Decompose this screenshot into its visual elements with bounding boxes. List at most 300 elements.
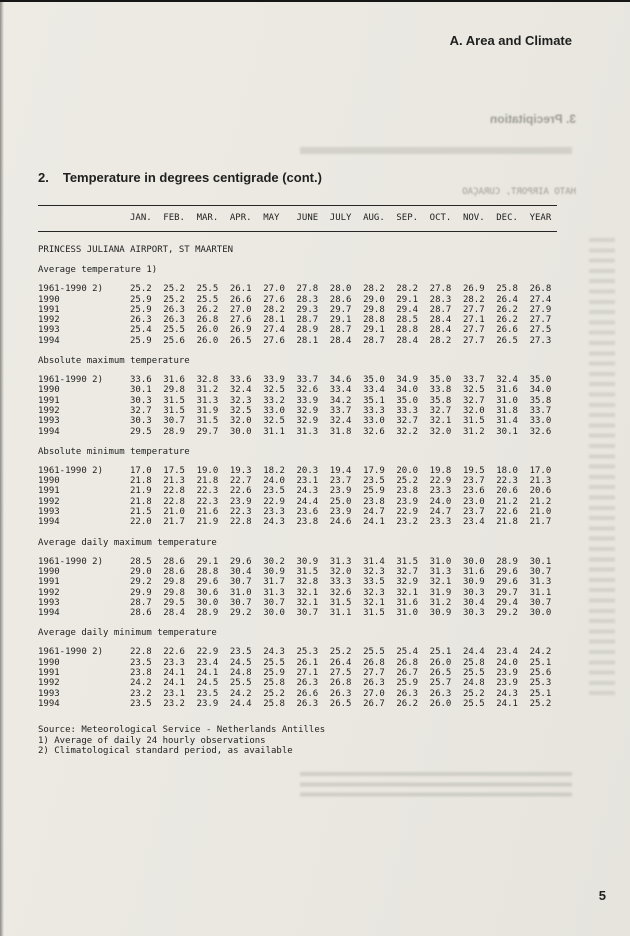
table-cell: 26.3 <box>296 698 319 709</box>
table-cell: 32.2 <box>396 426 419 437</box>
table-cell: 21.8 <box>496 517 518 528</box>
table-cell: 24.5 <box>229 657 252 668</box>
section-label: Average daily maximum temperature <box>38 537 217 548</box>
table-cell: 32.6 <box>529 426 552 437</box>
table-cell: 31.6 <box>396 597 419 608</box>
table-cell: 23.9 <box>329 507 352 518</box>
table-row <box>38 567 557 577</box>
column-header: JAN. <box>130 213 152 223</box>
table-cell: 25.5 <box>263 657 285 668</box>
table-cell: 23.5 <box>363 476 385 487</box>
table-cell: 27.1 <box>462 315 485 326</box>
table-cell: 30.9 <box>429 608 452 619</box>
table-cell: 23.2 <box>163 698 185 709</box>
table-header-row <box>38 213 557 223</box>
table-cell: 22.7 <box>229 476 252 487</box>
table-cell: 30.9 <box>462 577 485 588</box>
table-cell: 26.4 <box>496 294 518 305</box>
table-cell: 26.5 <box>329 698 352 709</box>
table-cell: 31.4 <box>363 556 385 567</box>
table-cell: 22.8 <box>163 496 185 507</box>
table-cell: 22.9 <box>263 496 285 507</box>
table-cell: 27.3 <box>529 335 552 346</box>
table-cell: 32.5 <box>229 405 252 416</box>
row-label: 1990 <box>38 385 60 396</box>
table-cell: 25.3 <box>296 647 319 658</box>
table-cell: 31.5 <box>163 395 185 406</box>
table-row <box>38 325 557 335</box>
table-cell: 23.9 <box>196 698 219 709</box>
row-label: 1961-1990 2) <box>38 284 104 295</box>
table-cell: 33.0 <box>263 405 285 416</box>
table-cell: 26.5 <box>496 335 518 346</box>
table-cell: 25.1 <box>529 688 552 699</box>
table-section <box>38 628 557 709</box>
table-row <box>38 406 557 416</box>
table-cell: 28.2 <box>263 304 285 315</box>
table-cell: 31.5 <box>163 405 185 416</box>
table-cell: 28.1 <box>263 315 285 326</box>
table-cell: 31.4 <box>496 416 518 427</box>
table-cell: 32.7 <box>429 405 452 416</box>
table-cell: 31.0 <box>229 587 252 598</box>
table-cell: 25.5 <box>229 678 252 689</box>
table-cell: 34.2 <box>329 395 352 406</box>
table-row <box>38 466 557 476</box>
table-cell: 29.5 <box>163 597 185 608</box>
table-cell: 26.3 <box>396 688 419 699</box>
table-cell: 28.8 <box>363 315 385 326</box>
table-rule-top <box>38 205 557 206</box>
footnote-2: 2) Climatological standard period, as available <box>38 745 293 756</box>
table-cell: 33.4 <box>329 385 352 396</box>
table-cell: 28.4 <box>329 335 352 346</box>
table-cell: 23.8 <box>296 517 319 528</box>
table-cell: 25.8 <box>496 284 518 295</box>
table-cell: 35.0 <box>396 395 419 406</box>
table-cell: 31.3 <box>296 426 319 437</box>
table-cell: 25.2 <box>529 698 552 709</box>
table-cell: 27.7 <box>462 335 485 346</box>
row-label: 1990 <box>38 657 60 668</box>
row-label: 1992 <box>38 496 60 507</box>
table-cell: 31.3 <box>429 566 452 577</box>
table-cell: 23.9 <box>496 678 518 689</box>
table-cell: 29.8 <box>163 385 185 396</box>
table-cell: 30.0 <box>229 426 252 437</box>
table-cell: 31.1 <box>329 608 352 619</box>
table-cell: 28.9 <box>196 608 219 619</box>
table-cell: 29.2 <box>496 608 518 619</box>
table-cell: 29.6 <box>496 566 518 577</box>
row-label: 1994 <box>38 426 60 437</box>
table-cell: 34.6 <box>329 375 352 386</box>
table-cell: 32.0 <box>229 416 252 427</box>
table-cell: 32.5 <box>462 385 485 396</box>
table-cell: 28.6 <box>163 566 185 577</box>
table-cell: 25.8 <box>263 698 285 709</box>
table-section <box>38 356 557 437</box>
table-cell: 28.2 <box>462 294 485 305</box>
table-cell: 31.3 <box>196 395 219 406</box>
table-cell: 31.3 <box>263 587 285 598</box>
table-cell: 25.2 <box>396 476 419 487</box>
table-cell: 26.5 <box>429 668 452 679</box>
table-cell: 33.7 <box>329 405 352 416</box>
row-label: 1993 <box>38 597 60 608</box>
table-cell: 26.3 <box>329 688 352 699</box>
row-label: 1991 <box>38 668 60 679</box>
table-cell: 26.4 <box>329 657 352 668</box>
table-cell: 33.8 <box>429 385 452 396</box>
table-cell: 29.1 <box>196 556 219 567</box>
column-header: APR. <box>229 213 252 223</box>
table-cell: 31.8 <box>496 405 518 416</box>
table-cell: 32.8 <box>196 375 219 386</box>
column-header: MAY <box>263 213 280 223</box>
table-cell: 29.0 <box>130 566 152 577</box>
scan-edge-top <box>0 0 630 2</box>
row-label: 1993 <box>38 688 60 699</box>
table-cell: 19.4 <box>329 465 352 476</box>
table-cell: 24.3 <box>263 647 285 658</box>
table-cell: 32.0 <box>329 566 352 577</box>
table-cell: 21.3 <box>163 476 185 487</box>
table-cell: 32.7 <box>130 405 152 416</box>
table-cell: 25.4 <box>130 325 152 336</box>
table-cell: 25.5 <box>462 668 485 679</box>
table-cell: 22.9 <box>396 507 419 518</box>
table-cell: 20.0 <box>396 465 419 476</box>
table-cell: 30.1 <box>130 385 152 396</box>
table-cell: 33.7 <box>296 375 319 386</box>
table-cell: 26.3 <box>130 315 152 326</box>
table-row <box>38 517 557 527</box>
table-row <box>38 385 557 395</box>
table-cell: 33.0 <box>363 416 385 427</box>
table-cell: 33.3 <box>329 577 352 588</box>
temperature-table <box>38 205 557 756</box>
table-cell: 35.0 <box>363 375 385 386</box>
table-cell: 31.2 <box>462 426 485 437</box>
table-cell: 23.7 <box>462 476 485 487</box>
table-cell: 24.3 <box>296 486 319 497</box>
table-cell: 23.9 <box>229 496 252 507</box>
table-cell: 29.9 <box>130 587 152 598</box>
table-cell: 34.9 <box>396 375 419 386</box>
table-cell: 27.4 <box>529 294 552 305</box>
table-cell: 23.4 <box>496 647 518 658</box>
table-cell: 30.1 <box>529 556 552 567</box>
table-cell: 31.5 <box>363 608 385 619</box>
table-cell: 30.4 <box>229 566 252 577</box>
table-cell: 32.3 <box>363 587 385 598</box>
section-label: Absolute maximum temperature <box>38 356 190 367</box>
table-cell: 32.9 <box>296 416 319 427</box>
table-cell: 28.8 <box>196 566 219 577</box>
table-cell: 21.0 <box>529 507 552 518</box>
table-cell: 30.9 <box>296 556 319 567</box>
table-cell: 22.9 <box>196 647 219 658</box>
table-cell: 31.7 <box>263 577 285 588</box>
table-sections <box>38 265 557 709</box>
row-label: 1994 <box>38 698 60 709</box>
table-cell: 22.3 <box>196 486 219 497</box>
table-cell: 26.9 <box>229 325 252 336</box>
page-number: 5 <box>598 888 606 903</box>
table-cell: 28.6 <box>130 608 152 619</box>
table-cell: 29.7 <box>496 587 518 598</box>
table-section <box>38 538 557 619</box>
table-cell: 23.3 <box>163 657 185 668</box>
table-cell: 26.8 <box>396 657 419 668</box>
table-cell: 30.0 <box>462 556 485 567</box>
row-label: 1990 <box>38 476 60 487</box>
table-cell: 22.6 <box>229 486 252 497</box>
table-cell: 24.8 <box>462 678 485 689</box>
table-cell: 21.8 <box>196 476 219 487</box>
table-cell: 28.4 <box>429 325 452 336</box>
table-cell: 28.3 <box>429 294 452 305</box>
table-row <box>38 295 557 305</box>
table-cell: 27.6 <box>263 294 285 305</box>
table-cell: 25.5 <box>196 284 219 295</box>
table-cell: 22.6 <box>496 507 518 518</box>
table-cell: 31.5 <box>296 566 319 577</box>
table-cell: 29.3 <box>296 304 319 315</box>
table-cell: 31.5 <box>462 416 485 427</box>
table-cell: 31.5 <box>396 556 419 567</box>
table-cell: 23.4 <box>462 517 485 528</box>
table-cell: 26.8 <box>329 678 352 689</box>
table-cell: 25.2 <box>329 647 352 658</box>
table-cell: 25.5 <box>363 647 385 658</box>
table-cell: 32.9 <box>296 405 319 416</box>
table-cell: 24.7 <box>363 507 385 518</box>
title-text: Temperature in degrees centigrade (cont.) <box>62 170 322 185</box>
table-cell: 24.7 <box>429 507 452 518</box>
table-cell: 30.7 <box>263 597 285 608</box>
table-cell: 22.3 <box>496 476 518 487</box>
table-cell: 32.1 <box>296 597 319 608</box>
table-cell: 25.5 <box>163 325 185 336</box>
table-cell: 31.9 <box>429 587 452 598</box>
table-row <box>38 396 557 406</box>
table-cell: 33.3 <box>396 405 419 416</box>
table-cell: 32.9 <box>396 577 419 588</box>
table-cell: 31.0 <box>496 395 518 406</box>
table-cell: 26.2 <box>496 315 518 326</box>
table-cell: 32.0 <box>429 426 452 437</box>
table-cell: 26.0 <box>196 335 219 346</box>
table-row <box>38 336 557 346</box>
table-cell: 23.8 <box>363 496 385 507</box>
table-cell: 28.0 <box>329 284 352 295</box>
table-cell: 20.6 <box>529 486 552 497</box>
table-cell: 29.4 <box>496 597 518 608</box>
table-cell: 33.4 <box>363 385 385 396</box>
table-cell: 28.6 <box>329 294 352 305</box>
column-header: OCT. <box>429 213 452 223</box>
table-cell: 30.7 <box>529 597 552 608</box>
column-header: SEP. <box>396 213 419 223</box>
table-row <box>38 375 557 385</box>
table-cell: 29.6 <box>196 577 219 588</box>
table-cell: 33.5 <box>363 577 385 588</box>
table-cell: 28.4 <box>396 335 419 346</box>
table-cell: 23.2 <box>396 517 419 528</box>
table-row <box>38 507 557 517</box>
table-cell: 22.8 <box>229 517 252 528</box>
table-cell: 27.4 <box>263 325 285 336</box>
table-cell: 35.0 <box>429 375 452 386</box>
table-cell: 24.1 <box>196 668 219 679</box>
table-cell: 17.0 <box>529 465 552 476</box>
table-cell: 25.1 <box>529 657 552 668</box>
table-cell: 27.8 <box>296 284 319 295</box>
table-cell: 34.0 <box>396 385 419 396</box>
table-cell: 25.5 <box>462 698 485 709</box>
table-cell: 26.7 <box>363 698 385 709</box>
table-cell: 26.3 <box>163 315 185 326</box>
table-cell: 29.2 <box>130 577 152 588</box>
table-cell: 21.3 <box>529 476 552 487</box>
table-cell: 26.0 <box>196 325 219 336</box>
table-cell: 26.6 <box>296 688 319 699</box>
table-cell: 24.0 <box>429 496 452 507</box>
table-cell: 30.3 <box>130 395 152 406</box>
column-header: NOV. <box>462 213 485 223</box>
table-cell: 26.3 <box>296 678 319 689</box>
table-cell: 30.2 <box>263 556 285 567</box>
table-cell: 26.6 <box>496 325 518 336</box>
table-cell: 31.0 <box>429 556 452 567</box>
row-label: 1993 <box>38 507 60 518</box>
table-cell: 32.4 <box>329 416 352 427</box>
table-cell: 23.5 <box>229 647 252 658</box>
section-label: Absolute minimum temperature <box>38 446 190 457</box>
table-section <box>38 447 557 528</box>
table-cell: 28.9 <box>496 556 518 567</box>
table-cell: 28.2 <box>396 284 419 295</box>
bleed-smudge <box>589 238 615 698</box>
table-cell: 23.9 <box>329 486 352 497</box>
row-label: 1961-1990 2) <box>38 556 104 567</box>
row-label: 1994 <box>38 608 60 619</box>
column-header: AUG. <box>363 213 385 223</box>
table-cell: 33.0 <box>529 416 552 427</box>
table-row <box>38 427 557 437</box>
table-cell: 17.9 <box>363 465 385 476</box>
bleed-smudge <box>300 147 572 154</box>
table-cell: 31.3 <box>529 577 552 588</box>
table-cell: 21.2 <box>529 496 552 507</box>
table-cell: 27.7 <box>529 315 552 326</box>
table-cell: 23.0 <box>462 496 485 507</box>
table-cell: 22.3 <box>196 496 219 507</box>
table-cell: 29.8 <box>163 577 185 588</box>
table-cell: 25.0 <box>329 496 352 507</box>
table-cell: 26.1 <box>296 657 319 668</box>
table-cell: 30.7 <box>163 416 185 427</box>
row-label: 1990 <box>38 566 60 577</box>
table-cell: 29.7 <box>196 426 219 437</box>
table-cell: 24.3 <box>263 517 285 528</box>
row-label: 1992 <box>38 587 60 598</box>
table-cell: 26.9 <box>462 284 485 295</box>
table-row <box>38 577 557 587</box>
table-cell: 17.0 <box>130 465 152 476</box>
table-cell: 22.3 <box>229 507 252 518</box>
table-cell: 30.0 <box>196 597 219 608</box>
table-cell: 30.7 <box>229 577 252 588</box>
table-cell: 27.5 <box>329 668 352 679</box>
table-cell: 26.8 <box>529 284 552 295</box>
table-cell: 28.4 <box>429 315 452 326</box>
table-cell: 31.9 <box>196 405 219 416</box>
table-cell: 29.1 <box>396 294 419 305</box>
table-cell: 32.3 <box>363 566 385 577</box>
table-cell: 25.7 <box>429 678 452 689</box>
table-cell: 32.1 <box>296 587 319 598</box>
table-cell: 34.0 <box>529 385 552 396</box>
table-cell: 23.1 <box>163 688 185 699</box>
table-cell: 31.8 <box>329 426 352 437</box>
table-cell: 28.3 <box>296 294 319 305</box>
table-cell: 28.9 <box>296 325 319 336</box>
table-cell: 25.4 <box>396 647 419 658</box>
table-cell: 27.0 <box>263 284 285 295</box>
table-cell: 24.3 <box>496 688 518 699</box>
table-cell: 30.3 <box>462 587 485 598</box>
table-cell: 27.7 <box>462 304 485 315</box>
table-cell: 31.5 <box>196 416 219 427</box>
table-cell: 28.2 <box>429 335 452 346</box>
table-cell: 27.5 <box>529 325 552 336</box>
table-cell: 32.7 <box>396 416 419 427</box>
table-row <box>38 588 557 598</box>
table-cell: 24.1 <box>496 698 518 709</box>
table-cell: 24.4 <box>296 496 319 507</box>
row-label: 1993 <box>38 416 60 427</box>
table-cell: 21.9 <box>196 517 219 528</box>
table-cell: 28.7 <box>296 315 319 326</box>
table-row <box>38 658 557 668</box>
table-row <box>38 315 557 325</box>
table-cell: 30.4 <box>462 597 485 608</box>
table-cell: 23.3 <box>263 507 285 518</box>
table-cell: 23.7 <box>462 507 485 518</box>
table-cell: 26.0 <box>429 698 452 709</box>
table-cell: 27.1 <box>296 668 319 679</box>
table-cell: 26.3 <box>363 678 385 689</box>
footnotes <box>38 725 557 756</box>
row-label: 1994 <box>38 517 60 528</box>
table-cell: 22.6 <box>163 647 185 658</box>
table-cell: 26.1 <box>229 284 252 295</box>
table-cell: 18.0 <box>496 465 518 476</box>
table-cell: 24.5 <box>196 678 219 689</box>
table-cell: 25.6 <box>163 335 185 346</box>
row-label <box>38 213 130 223</box>
table-cell: 29.2 <box>229 608 252 619</box>
table-cell: 35.8 <box>429 395 452 406</box>
bleed-station: HATO AIRPORT, CURAÇAO <box>462 187 576 197</box>
table-cell: 24.2 <box>130 678 152 689</box>
table-cell: 28.7 <box>429 304 452 315</box>
row-label: 1961-1990 2) <box>38 375 104 386</box>
row-label: 1991 <box>38 395 60 406</box>
